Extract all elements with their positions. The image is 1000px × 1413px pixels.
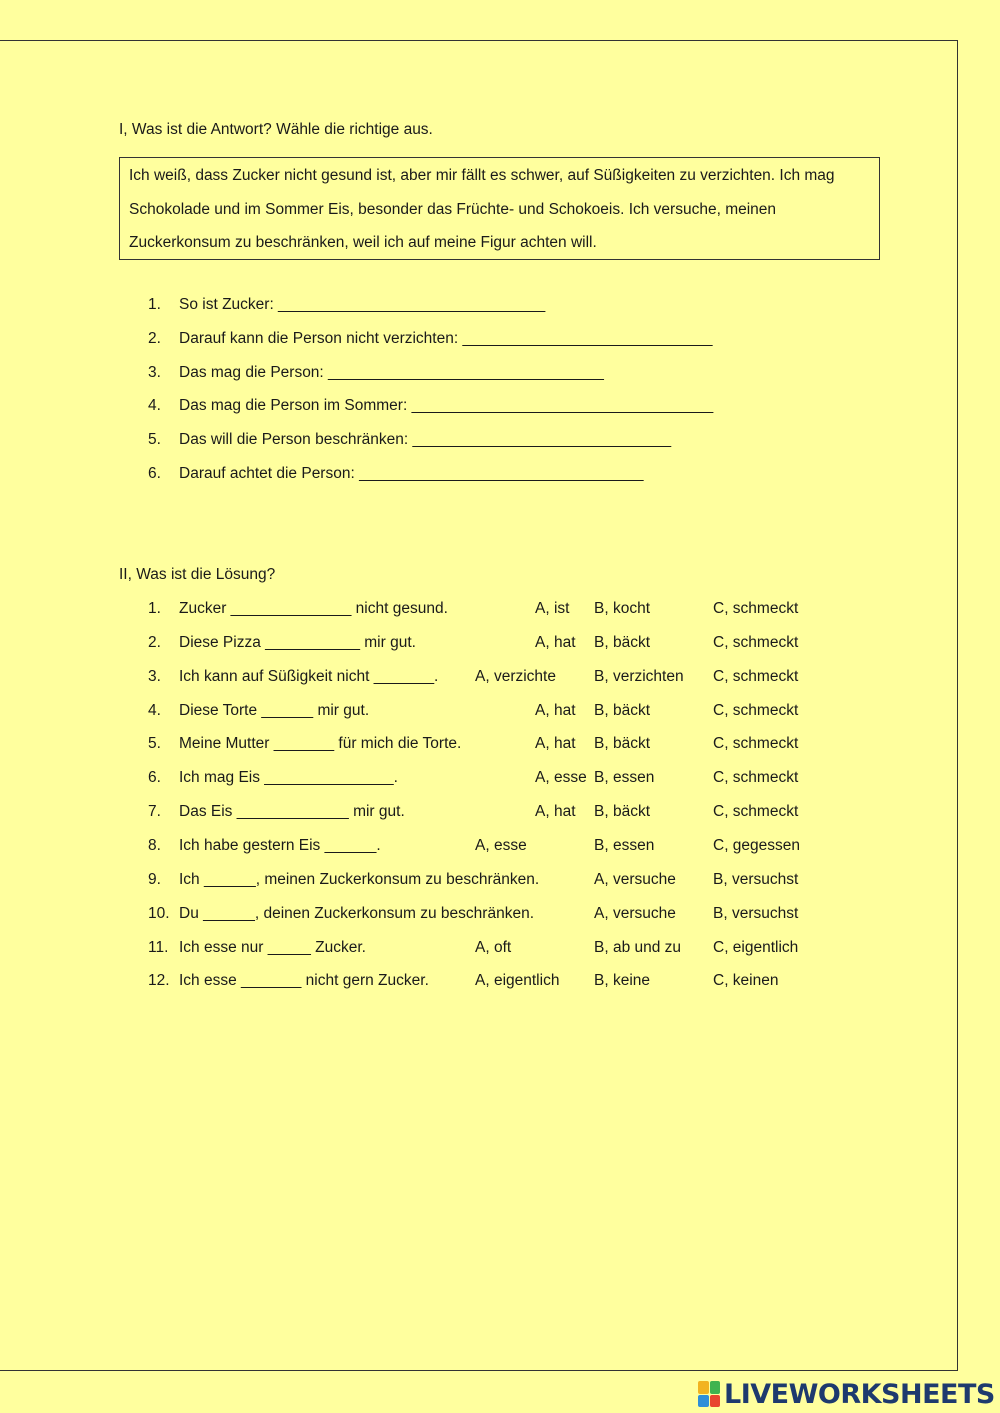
option-a: A, hat [535,701,576,719]
option-b: B, bäckt [594,701,650,719]
option-b: B, ab und zu [594,938,682,956]
question-number: 6. [148,465,161,482]
question-text: Das mag die Person im Sommer: ___________________________________ [179,397,714,415]
option-a: A, versuche [594,870,676,888]
item-sentence: Ich kann auf Süßigkeit nicht _______. [179,667,439,685]
option-b: B, essen [594,836,655,854]
option-b: B, bäckt [594,803,650,821]
item-number: 1. [148,600,161,617]
option-c: C, schmeckt [713,633,799,651]
item-number: 4. [148,701,161,719]
option-a: A, verzichte [475,667,556,685]
item-sentence: Du ______, deinen Zuckerkonsum zu beschränken. [179,904,534,922]
option-a: A, oft [475,938,512,956]
item-sentence: Das Eis _____________ mir gut. [179,803,405,821]
item-number: 9. [148,870,161,888]
option-c: C, schmeckt [713,600,799,617]
item-sentence: Ich esse _______ nicht gern Zucker. [179,972,429,990]
option-a: A, ist [535,600,570,617]
option-c: C, schmeckt [713,667,799,685]
liveworksheets-logo-text: LIVEWORKSHEETS [724,1378,995,1410]
question-number: 1. [148,296,161,313]
question-number: 2. [148,329,161,347]
option-a: A, hat [535,633,576,651]
option-c: C, schmeckt [713,769,799,787]
option-b: B, essen [594,769,655,787]
item-sentence: Ich mag Eis _______________. [179,769,398,787]
item-sentence: Zucker ______________ nicht gesund. [179,600,448,617]
option-c: C, schmeckt [713,803,799,821]
option-b: B, keine [594,972,651,990]
item-number: 6. [148,769,161,787]
question-text: Darauf kann die Person nicht verzichten: _____________________________ [179,329,713,347]
question-number: 4. [148,397,161,415]
option-a: A, esse [535,769,587,787]
option-b: B, bäckt [594,633,650,651]
item-number: 8. [148,836,161,854]
section-1-heading: I, Was ist die Antwort? Wähle die richtige aus. [119,121,433,138]
option-c: C, schmeckt [713,735,799,753]
option-b: B, kocht [594,600,650,617]
liveworksheets-logo-icon [698,1381,720,1407]
option-b: B, verzichten [594,667,684,685]
option-b: B, bäckt [594,735,650,753]
item-sentence: Ich ______, meinen Zuckerkonsum zu beschränken. [179,870,540,888]
question-text: So ist Zucker: _______________________________ [179,296,546,313]
option-a: A, esse [475,836,527,854]
option-a: A, versuche [594,904,676,922]
option-c: C, gegessen [713,836,801,854]
item-sentence: Diese Pizza ___________ mir gut. [179,633,416,651]
question-number: 5. [148,431,161,449]
section-2-heading: II, Was ist die Lösung? [119,566,276,583]
item-number: 7. [148,803,161,821]
question-text: Das will die Person beschränken: ______________________________ [179,431,672,449]
item-sentence: Diese Torte ______ mir gut. [179,701,370,719]
item-number: 12. [148,972,170,990]
item-sentence: Ich habe gestern Eis ______. [179,836,381,854]
option-a: A, eigentlich [475,972,560,990]
option-b: B, versuchst [713,870,799,888]
item-number: 2. [148,633,161,651]
item-sentence: Meine Mutter _______ für mich die Torte. [179,735,462,753]
option-c: C, schmeckt [713,701,799,719]
question-text: Das mag die Person: ________________________________ [179,363,604,381]
item-sentence: Ich esse nur _____ Zucker. [179,938,366,956]
reading-text-box: Ich weiß, dass Zucker nicht gesund ist, aber mir fällt es schwer, auf Süßigkeiten zu verzichten. Ich mag Schokolade und im Sommer Eis, besonder das Früchte- und Schokoeis. Ich versuche, meinen Zuckerkonsum zu beschränken, weil ich auf meine Figur achten will. [119,157,880,260]
option-b: B, versuchst [713,904,799,922]
item-number: 5. [148,735,161,753]
item-number: 11. [148,938,169,956]
option-c: C, keinen [713,972,779,990]
liveworksheets-logo [698,1378,995,1410]
option-a: A, hat [535,735,576,753]
question-text: Darauf achtet die Person: _________________________________ [179,465,644,482]
option-a: A, hat [535,803,576,821]
option-c: C, eigentlich [713,938,799,956]
question-number: 3. [148,363,161,381]
item-number: 3. [148,667,161,685]
item-number: 10. [148,904,170,922]
